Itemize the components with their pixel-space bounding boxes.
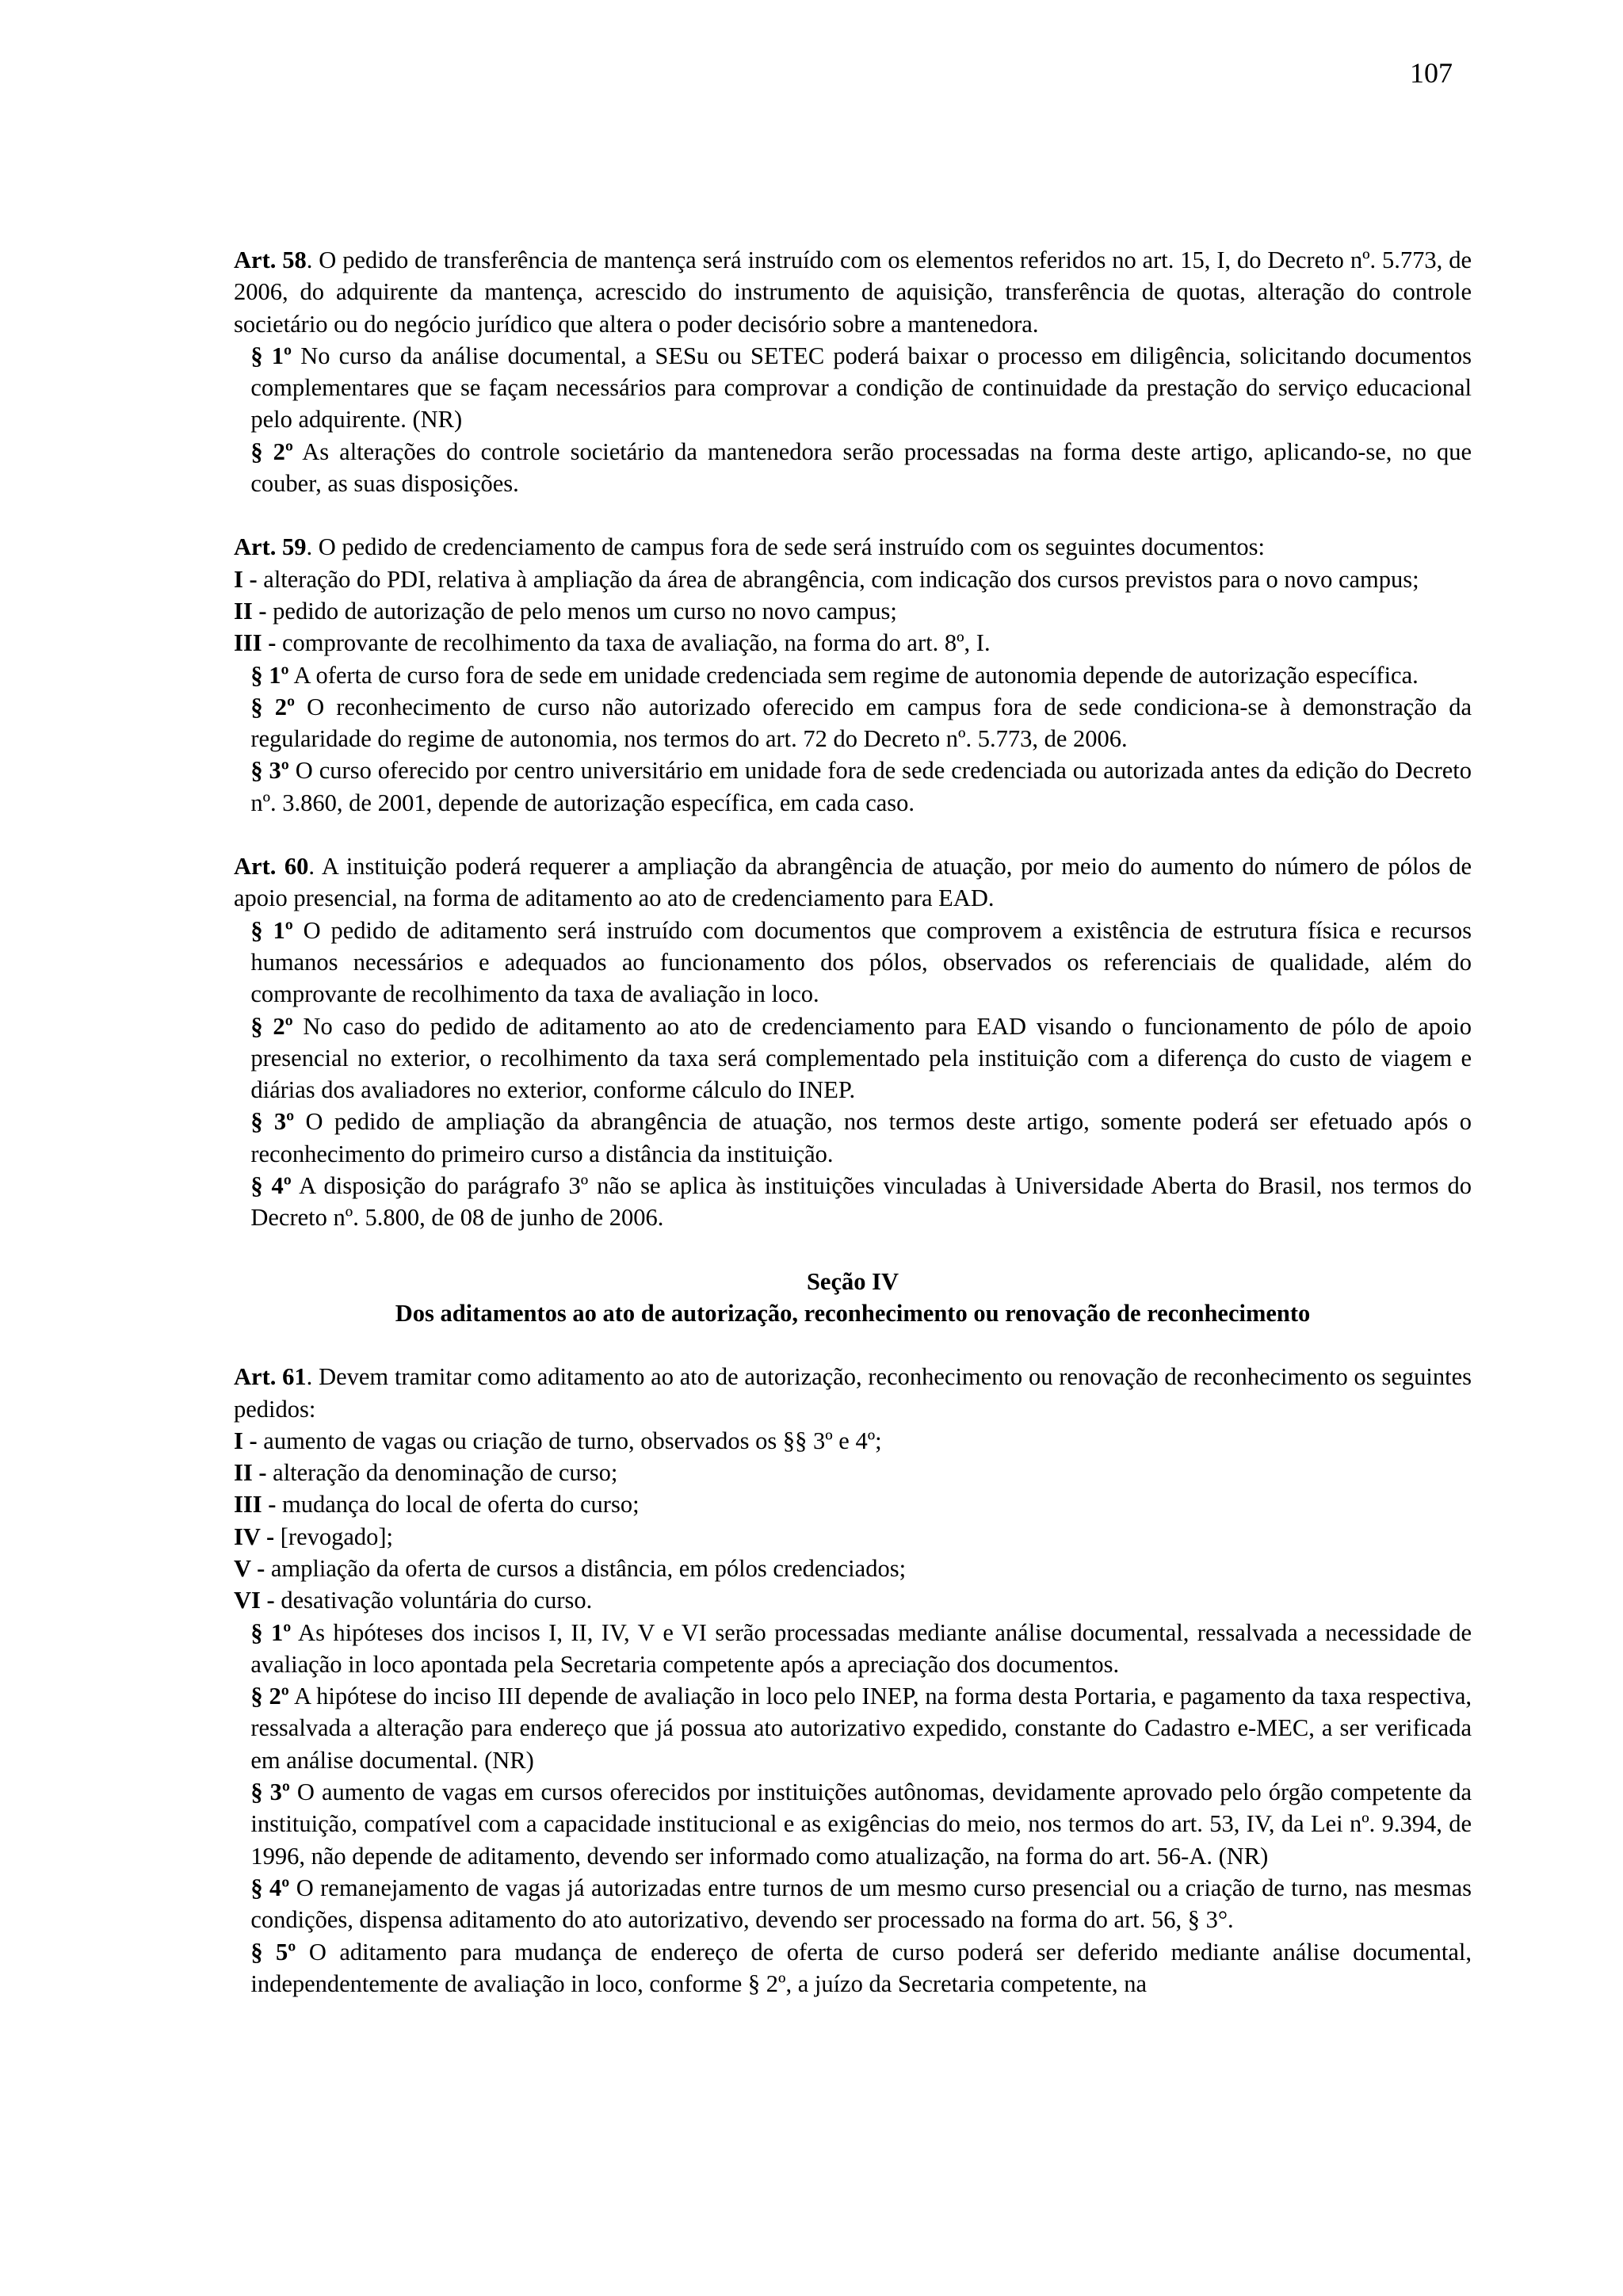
item-text: alteração da denominação de curso; [266,1459,618,1487]
item-text: [revogado]; [274,1522,394,1550]
article-61 [234,1361,1472,2000]
article-61-paragraph-3 [234,1776,1472,1872]
paragraph-label: § 5º [250,1938,296,1966]
paragraph-label: § 2º [250,693,296,720]
article-59-caput [234,531,1472,563]
document-body [234,244,1472,2000]
page-number: 107 [1410,57,1453,89]
article-text: . Devem tramitar como aditamento ao ato de autorização, reconhecimento ou renovação de reconhecimento os seguintes pedidos: [234,1363,1472,1423]
article-61-item-iv [234,1521,1472,1553]
paragraph-label: § 2º [250,1683,289,1710]
item-text: aumento de vagas ou criação de turno, observados os §§ 3º e 4º; [257,1427,882,1454]
article-61-item-i [234,1425,1472,1457]
paragraph-text: No curso da análise documental, a SESu ou SETEC poderá baixar o processo em diligência, solicitando documentos complementares que se façam necessários para comprovar a condição de continuidade da prestação do serviço educacional pelo adquirente. (NR) [250,342,1472,434]
paragraph-label: § 1º [250,916,293,944]
section-heading [234,1266,1472,1330]
article-61-caput [234,1361,1472,1425]
item-text: desativação voluntária do curso. [274,1587,593,1614]
article-58-caput [234,244,1472,340]
section-subtitle: Dos aditamentos ao ato de autorização, reconhecimento ou renovação de reconhecimento [395,1299,1311,1327]
article-59-item-ii [234,595,1472,627]
paragraph-text: O pedido de aditamento será instruído com documentos que comprovem a existência de estrutura física e recursos humanos necessários e adequados ao funcionamento dos pólos, observados os referenciais de qualidade, além do comprovante de recolhimento da taxa de avaliação in loco. [250,916,1472,1008]
paragraph-text: As alterações do controle societário da mantenedora serão processadas na forma deste artigo, aplicando-se, no que couber, as suas disposições. [250,437,1472,498]
item-label: IV - [234,1522,275,1550]
paragraph-label: § 3º [250,757,289,785]
paragraph-text: O reconhecimento de curso não autorizado oferecido em campus fora de sede condiciona-se à demonstração da regularidade do regime de autonomia, nos termos do art. 72 do Decreto nº. 5.773, de 2006. [250,693,1472,753]
paragraph-label: § 1º [250,342,292,369]
article-label: Art. 61 [234,1363,307,1391]
paragraph-label: § 2º [250,1012,293,1040]
item-label: III - [234,629,277,657]
paragraph-label: § 1º [250,1618,292,1646]
article-59-paragraph-3 [234,755,1472,819]
paragraph-text: O remanejamento de vagas já autorizadas entre turnos de um mesmo curso presencial ou a criação de turno, nas mesmas condições, dispensa aditamento do ato autorizativo, devendo ser processado na forma do art. 56, § 3°. [250,1874,1472,1934]
article-59-item-iii [234,627,1472,659]
item-label: II - [234,597,267,625]
paragraph-text: A disposição do parágrafo 3º não se aplica às instituições vinculadas à Universidade Aberta do Brasil, nos termos do Decreto nº. 5.800, de 08 de junho de 2006. [250,1172,1472,1232]
item-label: II - [234,1459,267,1487]
section-title: Seção IV [806,1267,899,1295]
paragraph-label: § 3º [250,1108,295,1136]
article-61-paragraph-4 [234,1872,1472,1936]
item-label: I - [234,565,258,593]
article-58-paragraph-2 [234,436,1472,500]
article-label: Art. 59 [234,533,307,561]
article-58-paragraph-1 [234,340,1472,436]
paragraph-label: § 4º [250,1172,292,1200]
paragraph-text: No caso do pedido de aditamento ao ato de credenciamento para EAD visando o funcionamento de pólo de apoio presencial no exterior, o recolhimento da taxa será complementado pela instituição com a diferença do custo de viagem e diárias dos avaliadores no exterior, conforme cálculo do INEP. [250,1012,1472,1104]
item-text: comprovante de recolhimento da taxa de avaliação, na forma do art. 8º, I. [276,629,991,657]
article-60-paragraph-3 [234,1106,1472,1170]
article-text: . O pedido de credenciamento de campus fora de sede será instruído com os seguintes documentos: [306,533,1265,561]
paragraph-label: § 4º [250,1874,290,1901]
item-label: VI - [234,1587,275,1614]
article-61-paragraph-5 [234,1936,1472,2000]
item-text: mudança do local de oferta do curso; [276,1491,640,1519]
item-label: III - [234,1491,277,1519]
article-59-paragraph-1 [234,659,1472,691]
article-60-paragraph-2 [234,1010,1472,1106]
paragraph-text: A hipótese do inciso III depende de avaliação in loco pelo INEP, na forma desta Portaria, e pagamento da taxa respectiva, ressalvada a alteração para endereço que já possua ato autorizativo expedido, constante do Cadastro e-MEC, a ser verificada em análise documental. (NR) [250,1683,1472,1774]
article-59-item-i [234,563,1472,595]
article-61-paragraph-2 [234,1680,1472,1776]
item-label: V - [234,1554,265,1582]
article-61-item-vi [234,1584,1472,1616]
item-text: ampliação da oferta de cursos a distância, em pólos credenciados; [265,1554,907,1582]
paragraph-text: O aumento de vagas em cursos oferecidos por instituições autônomas, devidamente aprovado pelo órgão competente da instituição, compatível com a capacidade institucional e as exigências do meio, nos termos do art. 53, IV, da Lei nº. 9.394, de 1996, não depende de aditamento, devendo ser informado como atualização, na forma do art. 56-A. (NR) [250,1778,1472,1870]
article-label: Art. 60 [234,853,309,881]
article-text: . A instituição poderá requerer a ampliação da abrangência de atuação, por meio do aumento do número de pólos de apoio presencial, na forma de aditamento ao ato de credenciamento para EAD. [234,853,1472,912]
article-60-paragraph-1 [234,915,1472,1010]
paragraph-text: O curso oferecido por centro universitário em unidade fora de sede credenciada ou autorizada antes da edição do Decreto nº. 3.860, de 2001, depende de autorização específica, em cada caso. [250,757,1472,816]
article-60-paragraph-4 [234,1170,1472,1234]
item-text: pedido de autorização de pelo menos um curso no novo campus; [266,597,897,625]
article-61-item-iii [234,1488,1472,1520]
item-label: I - [234,1427,258,1454]
paragraph-text: As hipóteses dos incisos I, II, IV, V e VI serão processadas mediante análise documental, ressalvada a necessidade de avaliação in loco apontada pela Secretaria competente após a apreciação dos documentos. [250,1618,1472,1678]
article-61-item-v [234,1553,1472,1584]
item-text: alteração do PDI, relativa à ampliação da área de abrangência, com indicação dos cursos previstos para o novo campus; [257,565,1419,593]
article-text: . O pedido de transferência de mantença será instruído com os elementos referidos no art. 15, I, do Decreto nº. 5.773, de 2006, do adquirente da mantença, acrescido do instrumento de aquisição, transferência de quotas, alteração do controle societário ou do negócio jurídico que altera o poder decisório sobre a mantenedora. [234,246,1472,338]
paragraph-text: A oferta de curso fora de sede em unidade credenciada sem regime de autonomia depende de autorização específica. [288,661,1419,689]
paragraph-label: § 1º [250,661,289,689]
article-58 [234,244,1472,499]
paragraph-text: O aditamento para mudança de endereço de oferta de curso poderá ser deferido mediante análise documental, independentemente de avaliação in loco, conforme § 2º, a juízo da Secretaria competente, na [250,1938,1472,1997]
paragraph-label: § 2º [250,437,293,465]
paragraph-text: O pedido de ampliação da abrangência de atuação, nos termos deste artigo, somente poderá ser efetuado após o reconhecimento do primeiro curso a distância da instituição. [250,1108,1472,1167]
article-61-item-ii [234,1457,1472,1488]
article-59 [234,531,1472,819]
article-59-paragraph-2 [234,691,1472,755]
paragraph-label: § 3º [250,1778,290,1806]
article-61-paragraph-1 [234,1617,1472,1681]
article-label: Art. 58 [234,246,307,273]
article-60 [234,850,1472,1234]
article-60-caput [234,850,1472,915]
